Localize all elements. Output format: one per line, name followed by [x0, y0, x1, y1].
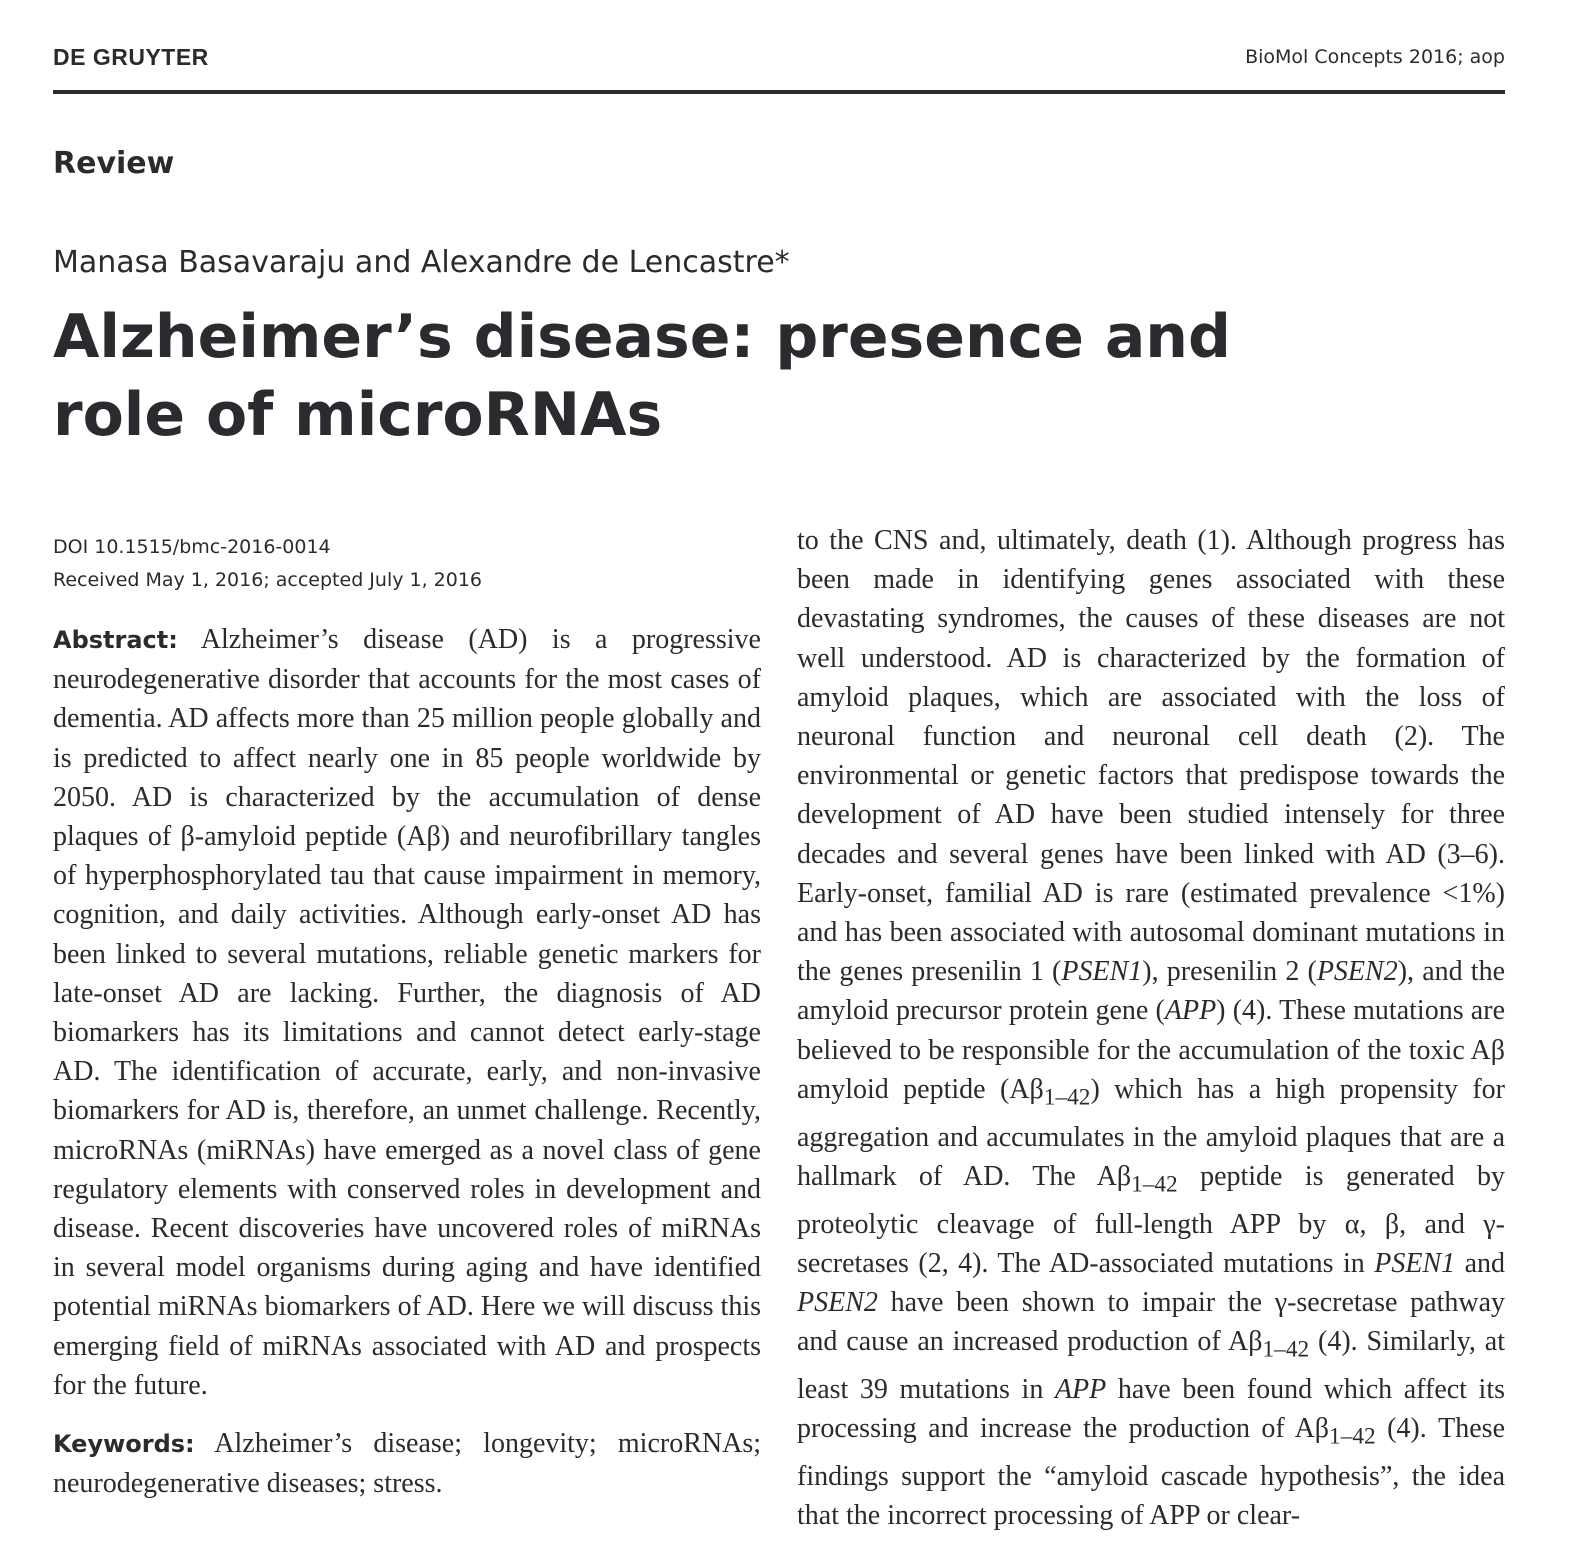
body-text: ) which has a high propensity for aggregation and accumulates in the amyloid plaques that are a hallmark of AD. The Aβ [797, 1073, 1505, 1192]
header-rule [53, 90, 1505, 94]
body-text: to the CNS and, ultimately, death (1). Although progress has been made in identifying genes associated with these devastating syndromes, the causes of these diseases are not well understood. AD is characterized by the formation of amyloid plaques, which are associated with the loss of neuronal function and neuronal cell death (2). The environmental or genetic factors that predispose towards the development of AD have been studied intensely for three decades and several genes have been linked with AD (3–6). Early-onset, familial AD is rare (estimated prevalence <1%) and has been associated with autosomal dominant mutations in the genes presenilin 1 ( [797, 525, 1505, 988]
keywords [53, 1424, 761, 1503]
keywords-text: Alzheimer’s disease; longevity; microRNAs; neurodegenerative diseases; stress. [53, 1428, 761, 1500]
gene-name: APP [1164, 995, 1217, 1027]
page-header [53, 44, 1505, 74]
author-list: Manasa Basavaraju and Alexandre de Lencastre* [53, 245, 790, 280]
subscript: 1–42 [1131, 1171, 1178, 1198]
gene-name: APP [1054, 1374, 1107, 1406]
received-date: Received May 1, 2016; accepted July 1, 2016 [53, 569, 483, 591]
right-column [797, 521, 1505, 1535]
abstract [53, 620, 761, 1405]
gene-name: PSEN2 [797, 1287, 878, 1319]
gene-name: PSEN1 [1374, 1247, 1456, 1279]
body-text: (4). Similarly, at least 39 mutations in [797, 1326, 1505, 1406]
body-text: ) (4). These mutations are believed to be responsible for the accumulation of the toxic Aβ amyloid peptide (Aβ [797, 995, 1505, 1105]
article-type: Review [53, 146, 175, 181]
gene-name: PSEN1 [1061, 956, 1143, 988]
subscript: 1–42 [1043, 1084, 1091, 1111]
body-text: ), presenilin 2 ( [1142, 956, 1317, 988]
body-text: and [1455, 1247, 1505, 1279]
body-paragraph [797, 521, 1505, 1535]
keywords-label: Keywords: [53, 1430, 195, 1459]
article-title: Alzheimer’s disease: presence and role of microRNAs [53, 302, 1231, 450]
left-column [53, 620, 761, 1503]
abstract-text: Alzheimer’s disease (AD) is a progressive neurodegenerative disorder that accounts for the most cases of dementia. AD affects more than 25 million people globally and is predicted to affect nearly one in 85 people worldwide by 2050. AD is characterized by the accumulation of dense plaques of β-amyloid peptide (Aβ) and neurofibrillary tangles of hyperphosphorylated tau that cause impairment in memory, cognition, and daily activities. Although early-onset AD has been linked to several mutations, reliable genetic markers for late-onset AD are lacking. Further, the diagnosis of AD biomarkers has its limitations and cannot detect early-stage AD. The identification of accurate, early, and non-invasive biomarkers for AD is, therefore, an unmet challenge. Recently, microRNAs (miRNAs) have emerged as a novel class of gene regulatory elements with conserved roles in development and disease. Recent discoveries have uncovered roles of miRNAs in several model organisms during aging and have identified potential miRNAs biomarkers of AD. Here we will discuss this emerging field of miRNAs associated with AD and prospects for the future. [53, 624, 761, 1401]
body-text: (4). These findings support the “amyloid cascade hypothesis”, the idea that the incorrect processing of APP or clear- [797, 1413, 1505, 1532]
body-text: ), and the amyloid precursor protein gene ( [797, 956, 1505, 1027]
gene-name: PSEN2 [1316, 956, 1398, 988]
publisher-name: DE GRUYTER [53, 44, 209, 70]
subscript: 1–42 [1329, 1423, 1376, 1450]
abstract-label: Abstract: [53, 626, 178, 654]
body-text: have been found which affect its processing and increase the production of Aβ [797, 1374, 1506, 1445]
body-text: have been shown to impair the γ-secretase pathway and cause an increased production of Aβ [797, 1287, 1505, 1358]
subscript: 1–42 [1262, 1336, 1310, 1363]
article-meta [53, 531, 482, 597]
body-text: peptide is generated by proteolytic cleavage of full-length APP by α, β, and γ-secretases (2, 4). The AD-associated mutations in [797, 1160, 1505, 1279]
journal-citation: BioMol Concepts 2016; aop [1245, 46, 1505, 68]
doi: DOI 10.1515/bmc-2016-0014 [53, 536, 331, 558]
